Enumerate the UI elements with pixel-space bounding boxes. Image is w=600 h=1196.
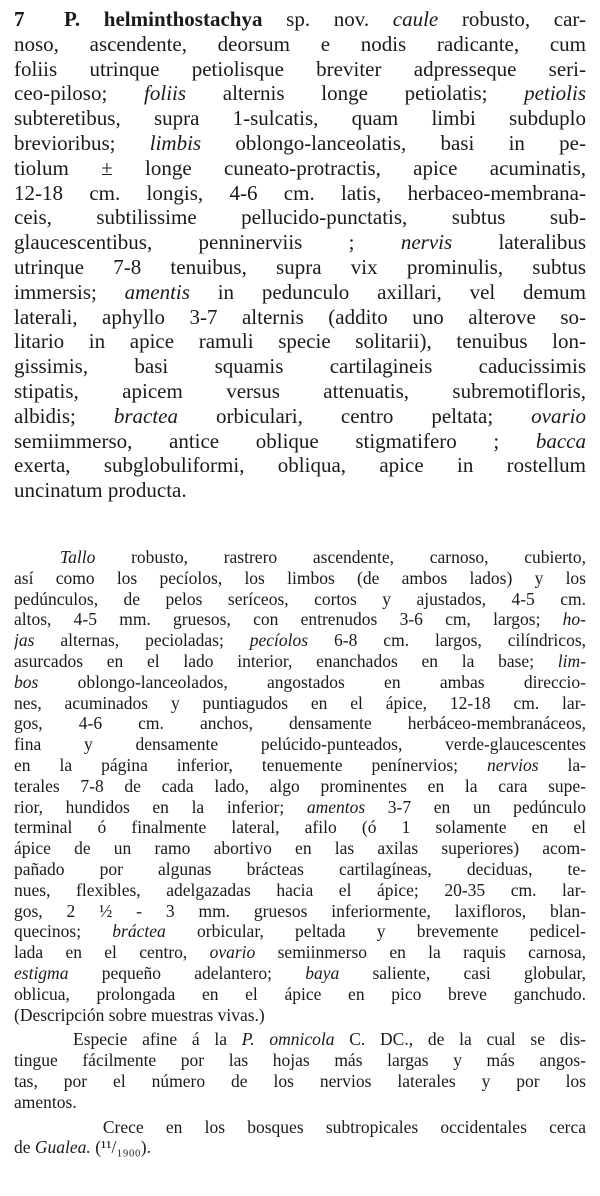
spanish-line xyxy=(14,839,586,858)
latin-line xyxy=(14,430,586,453)
italic-term: ovario xyxy=(209,943,256,963)
text-run: orbiculari, centro peltata; xyxy=(178,404,532,428)
text-run: alternis longe petiolatis; xyxy=(186,82,525,106)
text-run: exerta, subglobuliformi, obliqua, apice in rostellum xyxy=(14,454,586,478)
text-run: altos, 4-5 mm. gruesos, con entrenudos 3-6 cm, largos; xyxy=(14,610,563,630)
italic-term: petiolis xyxy=(524,82,586,106)
text-run: ápice de un ramo abortivo en las axilas superiores) acom- xyxy=(14,839,586,859)
text-run: así como los pecíolos, los limbos (de ambos lados) y los xyxy=(14,568,586,588)
text-run: robusto, rastrero ascendente, carnoso, cubierto, xyxy=(95,548,586,567)
spanish-line xyxy=(14,818,586,837)
italic-term: nervis xyxy=(400,231,453,255)
text-run: utrinque 7-8 tenuibus, supra vix prominulis, subtus xyxy=(14,256,586,279)
text-run: albidis; xyxy=(14,404,114,428)
text-run: la- xyxy=(538,756,586,775)
spanish-line xyxy=(14,610,586,629)
spanish-line xyxy=(14,1072,586,1091)
text-run: oblicua, prolongada en el ápice en pico breve ganchudo. xyxy=(14,984,586,1004)
text-run: terminal ó finalmente lateral, afilo (ó 1 solamente en el xyxy=(14,818,586,838)
latin-line xyxy=(14,157,586,180)
spanish-line xyxy=(14,1093,586,1112)
text-run: 3-7 en un pedúnculo xyxy=(365,797,586,817)
text-run: oblongo-lanceolatis, basi in pe- xyxy=(201,132,586,155)
text-run: noso, ascendente, deorsum e nodis radicante, cum xyxy=(14,32,586,56)
spanish-line xyxy=(60,548,586,567)
text-run: lada en el centro, xyxy=(14,943,210,963)
spanish-line xyxy=(14,569,586,588)
text-run: brevioribus; xyxy=(14,132,150,155)
text-run: semiinmerso en la raquis carnosa, xyxy=(255,943,586,963)
latin-line xyxy=(14,33,586,56)
text-run: de xyxy=(14,1138,35,1158)
species-name: P. helminthostachya xyxy=(64,8,287,31)
spanish-line xyxy=(14,694,586,713)
spanish-line xyxy=(14,1138,586,1157)
spanish-line xyxy=(14,902,586,921)
italic-term: lim- xyxy=(557,652,586,671)
latin-line xyxy=(14,479,586,502)
text-run: subteretibus, supra 1-sulcatis, quam limbi subduplo xyxy=(14,107,586,131)
text-run: gos, 4-6 cm. anchos, densamente herbáceo-membranáceos, xyxy=(14,714,586,734)
latin-line xyxy=(14,306,586,329)
text-run: tas, por el número de los nervios laterales y por los xyxy=(14,1072,586,1091)
spanish-line xyxy=(14,985,586,1004)
text-run: asurcados en el lado interior, enanchados en la base; xyxy=(14,652,558,671)
spanish-line xyxy=(14,860,586,879)
italic-term: bractea xyxy=(113,404,178,428)
text-run: en la página inferior, tenuemente penínervios; xyxy=(14,756,488,775)
text-run: uncinatum producta. xyxy=(14,479,187,503)
text-run: oblongo-lanceolados, angostados en ambas direccio- xyxy=(38,672,586,692)
italic-term: Tallo xyxy=(60,548,96,567)
spanish-line xyxy=(14,881,586,900)
text-run: saliente, casi globular, xyxy=(339,964,586,983)
text-run: Crece en los bosques subtropicales occidentales cerca xyxy=(14,1117,586,1137)
text-run: immersis; xyxy=(14,280,125,304)
text-run: robusto, car- xyxy=(438,8,586,31)
text-run: fina y densamente pelúcido-punteados, verde-glaucescentes xyxy=(14,735,586,755)
text-run: orbicular, peltada y brevemente pedicel- xyxy=(165,922,586,942)
italic-term: ho- xyxy=(562,610,586,630)
italic-term: jas xyxy=(14,631,35,651)
latin-line xyxy=(14,405,586,428)
italic-term: amentos xyxy=(306,797,366,817)
text-run: sp. nov. xyxy=(286,8,393,31)
text-run: lateralibus xyxy=(452,231,586,255)
spanish-line xyxy=(14,1006,586,1025)
italic-term: amentis xyxy=(124,280,190,304)
text-run: gissimis, basi squamis cartilagineis caducissimis xyxy=(14,355,586,379)
spanish-line xyxy=(14,964,586,983)
spanish-line xyxy=(14,735,586,754)
spanish-line xyxy=(14,590,586,609)
spanish-line xyxy=(14,714,586,733)
spanish-line xyxy=(14,631,586,650)
italic-term: P. omnicola xyxy=(241,1030,335,1050)
italic-term: pecíolos xyxy=(249,631,309,651)
text-run: pequeño adelantero; xyxy=(68,964,306,983)
text-run: quecinos; xyxy=(14,922,113,942)
text-run: 6-8 cm. largos, cilíndricos, xyxy=(308,631,586,651)
text-run: amentos. xyxy=(14,1092,77,1112)
text-run: laterali, aphyllo 3-7 alternis (addito uno alterove so- xyxy=(14,305,586,329)
italic-term: bos xyxy=(14,672,39,692)
latin-line xyxy=(14,8,586,31)
text-run: litario in apice ramuli specie solitarii), tenuibus lon- xyxy=(14,330,586,354)
spanish-line xyxy=(14,1118,586,1137)
text-run: alternas, pecioladas; xyxy=(34,631,250,651)
text-run: 12-18 cm. longis, 4-6 cm. latis, herbaceo-membrana- xyxy=(14,181,586,205)
text-run: Especie afine á la xyxy=(14,1030,242,1050)
text-run: (¹¹/₁₉₀₀). xyxy=(90,1138,151,1158)
latin-line xyxy=(14,132,586,155)
latin-line xyxy=(14,107,586,130)
italic-term: ovario xyxy=(531,404,586,428)
text-run: tiolum ± longe cuneato-protractis, apice acuminatis, xyxy=(14,156,586,180)
text-run: semiimmerso, antice oblique stigmatifero ; xyxy=(14,429,536,453)
text-run: foliis utrinque petiolisque breviter adpresseque seri- xyxy=(14,57,586,81)
spanish-line xyxy=(14,652,586,671)
italic-term: nervios xyxy=(487,756,539,775)
text-run: ceis, subtilissime pellucido-punctatis, subtus sub- xyxy=(14,206,586,230)
italic-term: baya xyxy=(305,964,340,983)
italic-term: limbis xyxy=(149,132,202,155)
text-run: stipatis, apicem versus attenuatis, subremotifloris, xyxy=(14,380,586,403)
latin-line xyxy=(14,58,586,81)
text-run: pañado por algunas brácteas cartilagíneas, deciduas, te- xyxy=(14,860,586,879)
latin-line xyxy=(14,281,586,304)
spanish-line xyxy=(14,943,586,962)
latin-line xyxy=(14,231,586,254)
latin-line xyxy=(14,454,586,477)
italic-term: bráctea xyxy=(112,922,166,942)
spanish-line xyxy=(14,777,586,796)
text-run: (Descripción sobre muestras vivas.) xyxy=(14,1005,265,1025)
italic-term: bacca xyxy=(535,429,586,453)
text-run: C. DC., de la cual se dis- xyxy=(334,1030,586,1050)
latin-line xyxy=(14,206,586,229)
spanish-line xyxy=(14,1051,586,1070)
text-run: glaucescentibus, penninerviis ; xyxy=(14,231,401,255)
italic-term: Gualea. xyxy=(34,1138,91,1158)
text-run: rior, hundidos en la inferior; xyxy=(14,797,307,817)
latin-line xyxy=(14,330,586,353)
latin-line xyxy=(14,256,586,279)
text-run: ceo-piloso; xyxy=(14,82,145,106)
species-number: 7 xyxy=(14,8,25,31)
spanish-line xyxy=(14,922,586,941)
text-run: nes, acuminados y puntiagudos en el ápice, 12-18 cm. lar- xyxy=(14,693,586,713)
text-run: in pedunculo axillari, vel demum xyxy=(189,280,586,304)
spanish-line xyxy=(14,798,586,817)
spanish-line xyxy=(14,673,586,692)
text-run: nues, flexibles, adelgazadas hacia el ápice; 20-35 cm. lar- xyxy=(14,880,586,900)
italic-term: foliis xyxy=(144,82,187,106)
latin-line xyxy=(14,380,586,403)
text-run: pedúnculos, de pelos seríceos, cortos y ajustados, 4-5 cm. xyxy=(14,589,586,609)
italic-term: caule xyxy=(392,8,439,31)
latin-line xyxy=(14,355,586,378)
text-run: gos, 2 ½ - 3 mm. gruesos inferiormente, laxifloros, blan- xyxy=(14,901,586,921)
latin-line xyxy=(14,82,586,105)
latin-line xyxy=(14,182,586,205)
italic-term: estigma xyxy=(14,964,69,983)
text-run: tingue fácilmente por las hojas más largas y más angos- xyxy=(14,1051,586,1071)
spanish-line xyxy=(14,756,586,775)
text-run: terales 7-8 de cada lado, algo prominentes en la cara supe- xyxy=(14,776,586,796)
spanish-line xyxy=(14,1030,586,1049)
